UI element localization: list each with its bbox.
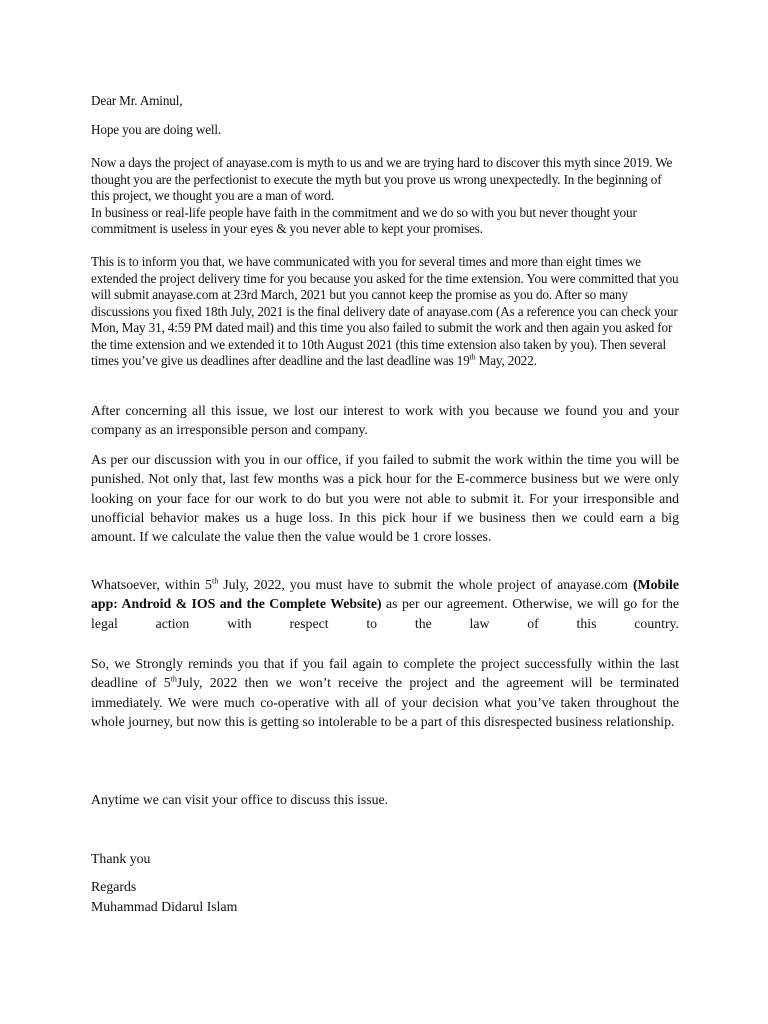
paragraph-reminder-pre: So, we Strongly reminds you that if you fail again to complete the project successfully within the last deadline of 5 <box>91 656 679 691</box>
paragraph-discussion: As per our discussion with you in our office, if you failed to submit the work within the time you will be punished. Not only that, last few months was a pick hour for the E-commerce business but we were only looking on your face for our work to do but you were not able to submit it. For your irresponsible and unofficial behavior makes us a huge loss. In this pick hour if we business then we could earn a big amount. If we calculate the value then the value would be 1 crore losses. <box>91 452 679 545</box>
salutation: Dear Mr. Aminul, <box>91 93 183 108</box>
paragraph-myth-line-a: Now a days the project of anayase.com is myth to us and we are trying hard to discover this myth since 2019. We thought you are the perfectionist to execute the myth but you prove us wrong unexpectedly. In the beginning of this project, we thought you are a man of word. <box>91 155 673 203</box>
paragraph-whatsoever-sup: th <box>211 576 219 586</box>
paragraph-reminder <box>91 654 679 731</box>
paragraph-whatsoever-mid: July, 2022, you must have to submit the whole project of anayase.com <box>218 577 634 592</box>
paragraph-inform-text: This is to inform you that, we have communicated with you for several times and more than eight times we extended the project delivery time for you because you asked for the time extension. You were committed that you will submit anayase.com at 23rd March, 2021 but you cannot keep the promise as you do. After so many discussions you fixed 18th July, 2021 is the final delivery date of anayase.com (As a reference you can check your Mon, May 31, 4:59 PM dated mail) and this time you also failed to submit the work and then again you asked for the time extension and we extended it to 10th August 2021 (this time extension also taken by you). Then several times you’ve give us deadlines after deadline and the last deadline was 19 <box>91 254 679 368</box>
greeting: Hope you are doing well. <box>91 122 222 137</box>
paragraph-inform-sup: th <box>469 352 476 362</box>
paragraph-reminder-sup: th <box>170 674 177 684</box>
paragraph-whatsoever-bold: (Mobile app: Android & IOS and the Complete Website) <box>91 577 679 612</box>
paragraph-visit: Anytime we can visit your office to discuss this issue. <box>91 792 389 807</box>
paragraph-myth-line-b: In business or real-life people have faith in the commitment and we do so with you but never thought your commitment is useless in your eyes & you never able to kept your promises. <box>91 204 637 236</box>
paragraph-whatsoever <box>91 575 679 633</box>
closing-thanks: Thank you <box>91 851 151 866</box>
signature-name: Muhammad Didarul Islam <box>91 899 238 914</box>
paragraph-whatsoever-pre: Whatsoever, within 5 <box>91 577 212 592</box>
paragraph-myth <box>91 155 679 238</box>
paragraph-reminder-post: July, 2022 then we won’t receive the project and the agreement will be terminated immediately. We were much co-operative with all of your decision what you’ve taken throughout the whole journey, but now this is getting so intolerable to be a part of this disrespected business relationship. <box>91 675 679 729</box>
paragraph-inform-tail: May, 2022. <box>475 353 537 368</box>
closing-regards: Regards <box>91 879 137 894</box>
paragraph-concerning: After concerning all this issue, we lost our interest to work with you because we found you and your company as an irresponsible person and company. <box>91 403 679 438</box>
paragraph-inform <box>91 254 679 370</box>
paragraph-whatsoever-post: as per our agreement. Otherwise, we will go for the legal action with respect to the law of this country. <box>91 596 679 631</box>
